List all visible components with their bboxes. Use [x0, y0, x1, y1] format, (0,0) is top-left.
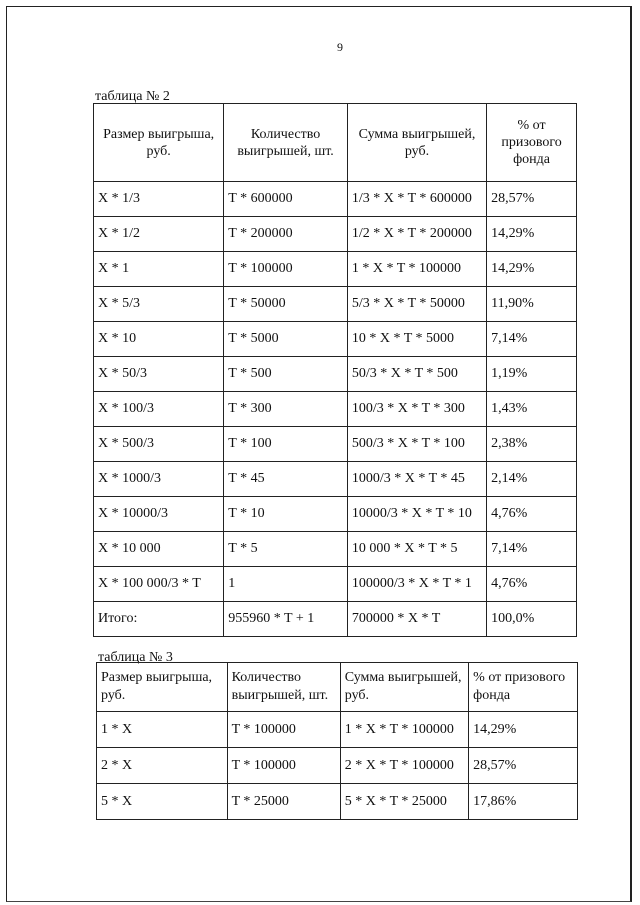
table-cell: 100000/3 * X * T * 1: [347, 567, 486, 602]
column-header: Количество выигрышей, шт.: [224, 104, 348, 182]
table-cell: X * 1: [94, 252, 224, 287]
table-cell: X * 10: [94, 322, 224, 357]
table-2-body: [94, 182, 577, 637]
table-cell: T * 5: [224, 532, 348, 567]
table-cell: 1 * X * T * 100000: [347, 252, 486, 287]
table-cell: 1,43%: [487, 392, 577, 427]
column-header: % от призового фонда: [487, 104, 577, 182]
table-cell: 28,57%: [487, 182, 577, 217]
table-cell: 1 * X * T * 100000: [340, 712, 468, 748]
table-cell: 1,19%: [487, 357, 577, 392]
table-cell: X * 5/3: [94, 287, 224, 322]
table-row: [94, 462, 577, 497]
table-cell: T * 100000: [224, 252, 348, 287]
table-cell: X * 50/3: [94, 357, 224, 392]
table-cell: T * 100000: [227, 748, 340, 784]
table-cell: 100,0%: [487, 602, 577, 637]
table-cell: X * 500/3: [94, 427, 224, 462]
table-3-caption: таблица № 3: [98, 650, 173, 665]
table-cell: T * 200000: [224, 217, 348, 252]
table-3-body: [97, 712, 578, 820]
table-cell: 5 * X: [97, 784, 228, 820]
table-row: [94, 322, 577, 357]
table-cell: T * 25000: [227, 784, 340, 820]
table-cell: 1/2 * X * T * 200000: [347, 217, 486, 252]
table-2-header: [94, 104, 577, 182]
table-cell: T * 10: [224, 497, 348, 532]
table-cell: X * 1000/3: [94, 462, 224, 497]
table-2-caption: таблица № 2: [95, 89, 170, 104]
table-cell: 1000/3 * X * T * 45: [347, 462, 486, 497]
table-cell: 100/3 * X * T * 300: [347, 392, 486, 427]
table-cell: X * 100/3: [94, 392, 224, 427]
table-cell: T * 45: [224, 462, 348, 497]
table-cell: 700000 * X * T: [347, 602, 486, 637]
table-cell: Итого:: [94, 602, 224, 637]
table-cell: T * 50000: [224, 287, 348, 322]
table-cell: 1 * X: [97, 712, 228, 748]
table-cell: X * 10000/3: [94, 497, 224, 532]
table-3-header: [97, 663, 578, 712]
table-row: [94, 497, 577, 532]
table-cell: 500/3 * X * T * 100: [347, 427, 486, 462]
column-header: Количество выигрышей, шт.: [227, 663, 340, 712]
table-row: [94, 427, 577, 462]
table-cell: 14,29%: [469, 712, 578, 748]
table-cell: 7,14%: [487, 322, 577, 357]
column-header: Сумма выигрышей, руб.: [340, 663, 468, 712]
header-row: [97, 663, 578, 712]
table-row: [94, 567, 577, 602]
table-cell: 955960 * T + 1: [224, 602, 348, 637]
table-cell: 2,14%: [487, 462, 577, 497]
table-cell: 2,38%: [487, 427, 577, 462]
table-cell: 2 * X * T * 100000: [340, 748, 468, 784]
prize-table-2: [93, 103, 577, 637]
table-cell: 5/3 * X * T * 50000: [347, 287, 486, 322]
table-cell: 14,29%: [487, 217, 577, 252]
table-row: [97, 784, 578, 820]
table-cell: 50/3 * X * T * 500: [347, 357, 486, 392]
table-cell: 11,90%: [487, 287, 577, 322]
table-cell: T * 100: [224, 427, 348, 462]
table-cell: T * 5000: [224, 322, 348, 357]
table-cell: T * 500: [224, 357, 348, 392]
table-row: [94, 182, 577, 217]
table-cell: 1: [224, 567, 348, 602]
table-cell: 10000/3 * X * T * 10: [347, 497, 486, 532]
table-cell: T * 600000: [224, 182, 348, 217]
table-row: [94, 217, 577, 252]
table-cell: 4,76%: [487, 567, 577, 602]
table-cell: X * 1/3: [94, 182, 224, 217]
table-row: [94, 287, 577, 322]
table-cell: 14,29%: [487, 252, 577, 287]
table-row: [97, 748, 578, 784]
table-cell: 1/3 * X * T * 600000: [347, 182, 486, 217]
table-row: [97, 712, 578, 748]
table-cell: X * 1/2: [94, 217, 224, 252]
column-header: Сумма выигрышей, руб.: [347, 104, 486, 182]
table-row: [94, 357, 577, 392]
table-row: [94, 252, 577, 287]
prize-table-3: [96, 662, 578, 820]
table-row: [94, 532, 577, 567]
table-cell: 5 * X * T * 25000: [340, 784, 468, 820]
page-number: 9: [337, 40, 343, 54]
table-cell: 7,14%: [487, 532, 577, 567]
column-header: Размер выигрыша, руб.: [94, 104, 224, 182]
table-cell: X * 100 000/3 * T: [94, 567, 224, 602]
table-cell: 2 * X: [97, 748, 228, 784]
table-cell: X * 10 000: [94, 532, 224, 567]
table-cell: 17,86%: [469, 784, 578, 820]
column-header: % от призового фонда: [469, 663, 578, 712]
table-cell: 4,76%: [487, 497, 577, 532]
table-cell: 10 * X * T * 5000: [347, 322, 486, 357]
table-cell: 10 000 * X * T * 5: [347, 532, 486, 567]
table-row: [94, 392, 577, 427]
table-cell: T * 300: [224, 392, 348, 427]
table-cell: 28,57%: [469, 748, 578, 784]
header-row: [94, 104, 577, 182]
table-cell: T * 100000: [227, 712, 340, 748]
column-header: Размер выигрыша, руб.: [97, 663, 228, 712]
table-row: [94, 602, 577, 637]
